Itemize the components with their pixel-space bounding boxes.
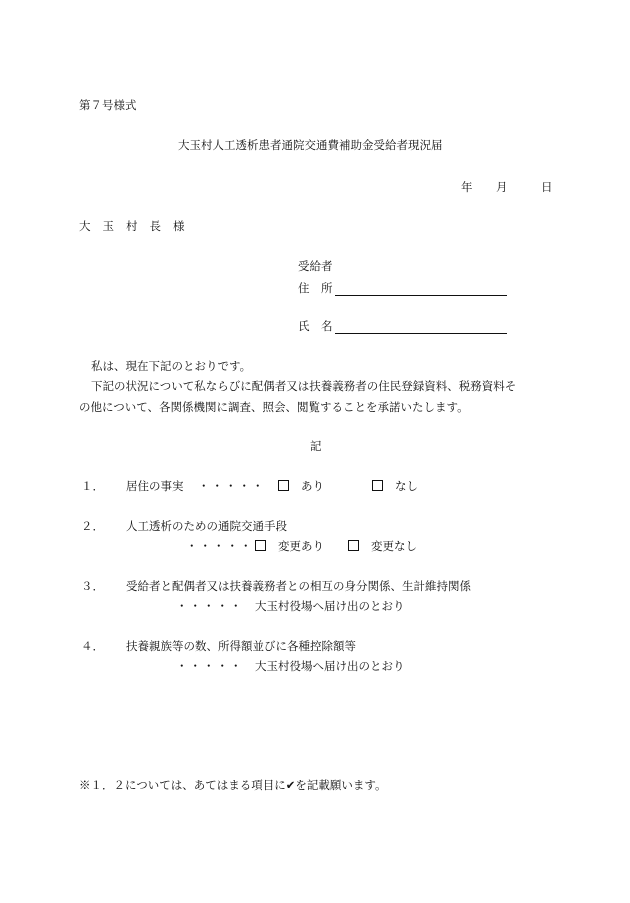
name-line (298, 318, 507, 334)
item-2-dots: ・・・・・ (186, 539, 254, 553)
item-1-option-2-label: なし (395, 479, 418, 493)
document-title: 大玉村人工透析患者通院交通費補助金受給者現況届 (178, 138, 443, 152)
item-4-dots: ・・・・・ (176, 659, 244, 673)
item-1-option-1[interactable] (278, 478, 324, 494)
address-field[interactable] (335, 282, 507, 296)
item-1-option-1-label: あり (301, 479, 324, 493)
checkbox-icon[interactable] (255, 540, 266, 551)
item-2-option-1[interactable] (255, 538, 324, 554)
item-2-option-2[interactable] (348, 538, 417, 554)
item-1-dots: ・・・・・ (198, 479, 266, 493)
checkbox-icon[interactable] (348, 540, 359, 551)
item-1-option-2[interactable] (372, 478, 418, 494)
item-4-note: 大玉村役場へ届け出のとおり (255, 659, 405, 673)
statement-line-1: 私は、現在下記のとおりです。 (91, 359, 252, 373)
checkbox-icon[interactable] (372, 480, 383, 491)
address-line (298, 280, 507, 296)
item-3-dots: ・・・・・ (176, 599, 244, 613)
statement-line-3: の他について、各関係機関に調査、照会、閲覧することを承諾いたします。 (79, 400, 469, 414)
addressee: 大玉村長様 (79, 219, 197, 233)
name-label: 氏 名 (298, 319, 333, 333)
checkbox-icon[interactable] (278, 480, 289, 491)
footnote: ※１．２については、あてはまる項目に✔を記載願います。 (79, 778, 387, 792)
statement-line-2: 下記の状況について私ならびに配偶者又は扶養義務者の住民登録資料、税務資料そ (91, 379, 517, 393)
address-label: 住 所 (298, 281, 333, 295)
item-4-label: 扶養親族等の数、所得額並びに各種控除額等 (126, 639, 356, 653)
item-2-option-2-label: 変更なし (371, 539, 417, 553)
item-1-number: １． (81, 479, 104, 493)
recipient-heading: 受給者 (298, 259, 333, 273)
item-3-number: ３． (81, 579, 104, 593)
ki-heading: 記 (310, 439, 322, 453)
date-month: 月 (496, 180, 508, 194)
item-2-option-1-label: 変更あり (278, 539, 324, 553)
item-2-number: ２． (81, 519, 104, 533)
date-day: 日 (541, 180, 553, 194)
item-4-number: ４． (81, 639, 104, 653)
date-year: 年 (461, 180, 473, 194)
item-3-label: 受給者と配偶者又は扶養義務者との相互の身分関係、生計維持関係 (126, 579, 471, 593)
item-1-label: 居住の事実 (126, 479, 184, 493)
name-field[interactable] (335, 320, 507, 334)
item-2-label: 人工透析のための通院交通手段 (126, 519, 287, 533)
item-3-note: 大玉村役場へ届け出のとおり (255, 599, 405, 613)
form-number: 第７号様式 (79, 98, 137, 112)
